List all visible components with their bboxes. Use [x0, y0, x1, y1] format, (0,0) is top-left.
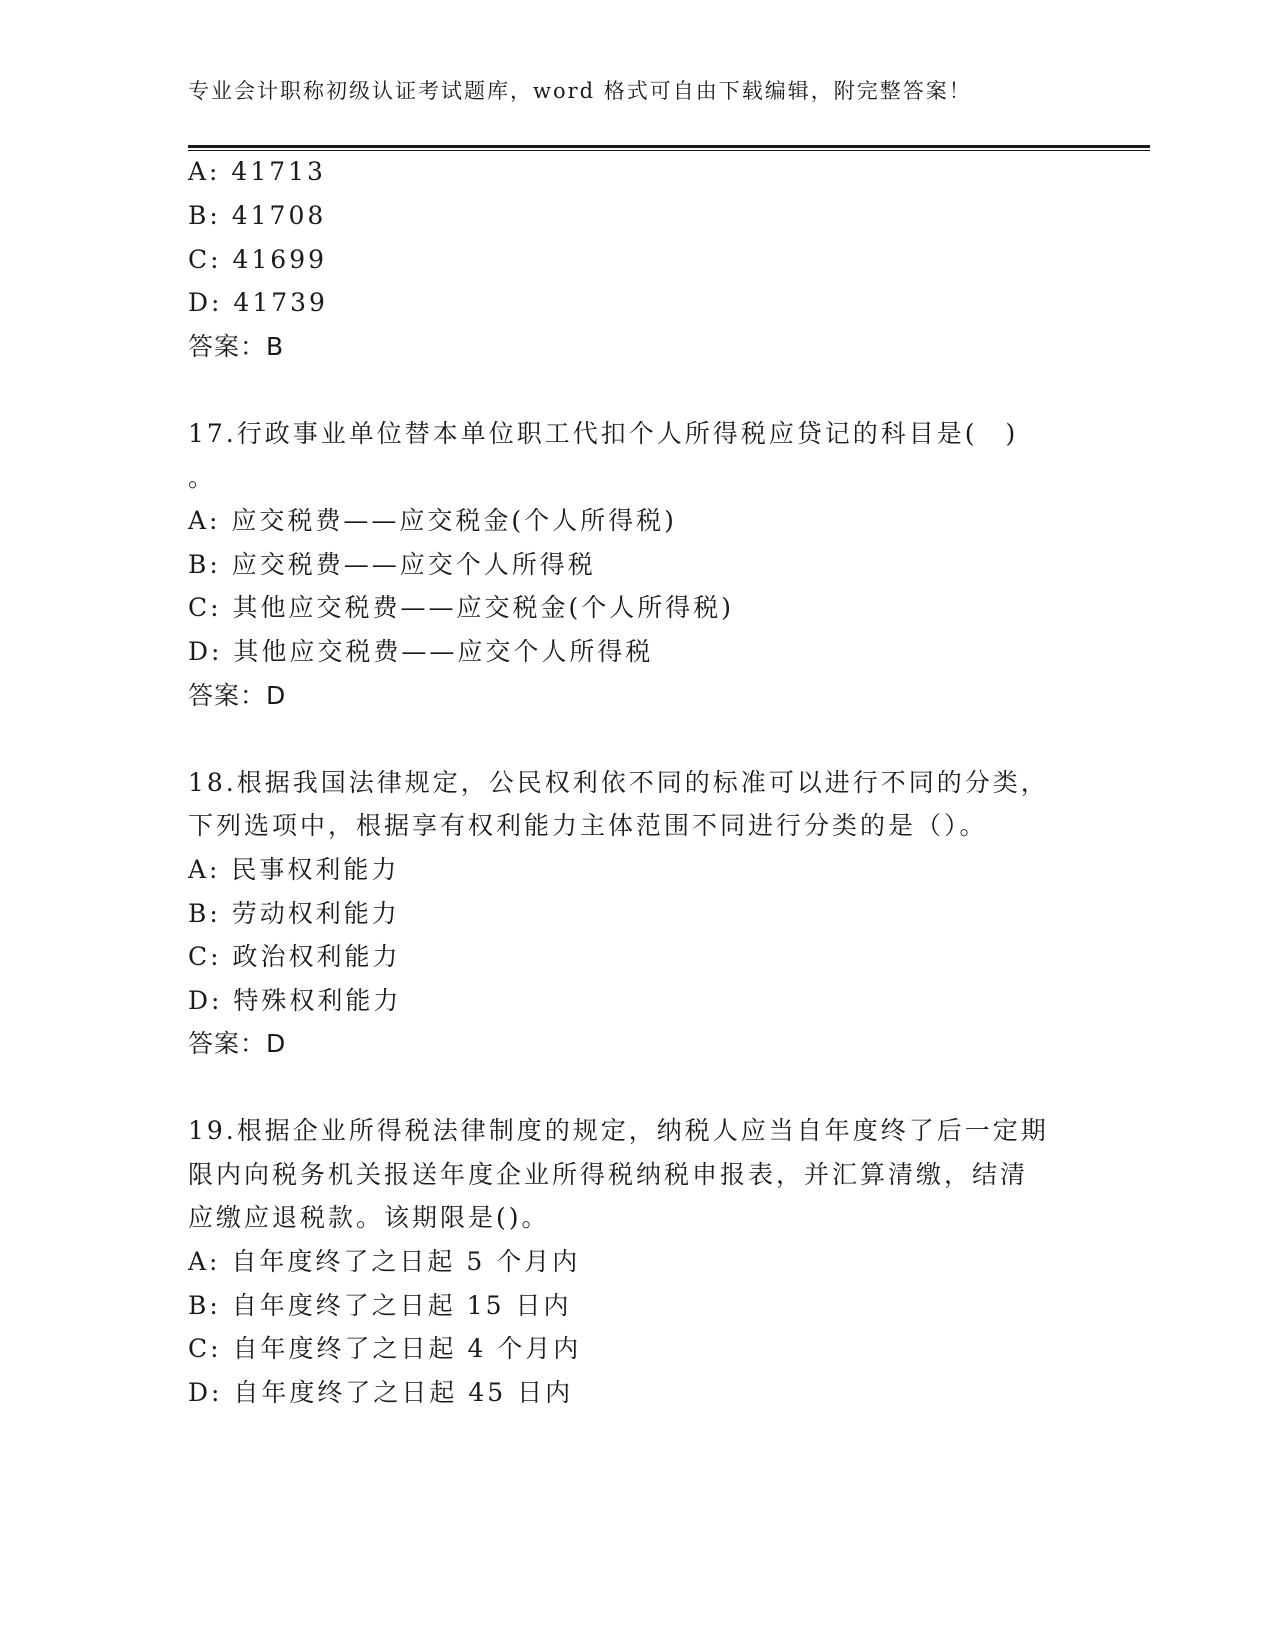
option-a: A: 应交税费——应交税金(个人所得税)	[188, 506, 677, 535]
option-a: A: 民事权利能力	[188, 855, 400, 884]
option-b: B: 自年度终了之日起 15 日内	[188, 1291, 572, 1320]
header-divider-thin	[188, 150, 1150, 151]
answer: 答案：D	[188, 1029, 287, 1058]
question-stem-line: 应缴应退税款。该期限是()。	[188, 1203, 550, 1232]
option-a: A: 自年度终了之日起 5 个月内	[188, 1247, 581, 1276]
option-a: A: 41713	[188, 157, 326, 186]
answer: 答案：B	[188, 332, 285, 361]
question-stem-line: 。	[188, 463, 217, 492]
question-stem-line: 限内向税务机关报送年度企业所得税纳税申报表，并汇算清缴，结清	[188, 1160, 1029, 1189]
option-c: C: 其他应交税费——应交税金(个人所得税)	[188, 593, 735, 622]
answer: 答案：D	[188, 681, 287, 710]
option-d: D: 特殊权利能力	[188, 986, 402, 1015]
option-d: D: 41739	[188, 288, 328, 317]
option-c: C: 自年度终了之日起 4 个月内	[188, 1334, 582, 1363]
question-stem-line: 19.根据企业所得税法律制度的规定，纳税人应当自年度终了后一定期	[188, 1116, 1049, 1145]
question-stem-line: 18.根据我国法律规定，公民权利依不同的标准可以进行不同的分类，	[188, 768, 1049, 797]
option-b: B: 应交税费——应交个人所得税	[188, 550, 596, 579]
option-d: D: 自年度终了之日起 45 日内	[188, 1378, 574, 1407]
header-divider	[188, 145, 1150, 148]
option-b: B: 41708	[188, 201, 327, 230]
option-c: C: 政治权利能力	[188, 942, 401, 971]
question-stem-line: 17.行政事业单位替本单位职工代扣个人所得税应贷记的科目是( )	[188, 419, 1019, 448]
option-c: C: 41699	[188, 245, 328, 274]
question-stem-line: 下列选项中，根据享有权利能力主体范围不同进行分类的是（）。	[188, 811, 988, 840]
option-d: D: 其他应交税费——应交个人所得税	[188, 637, 654, 666]
option-b: B: 劳动权利能力	[188, 899, 400, 928]
header-text: 专业会计职称初级认证考试题库，word 格式可自由下载编辑，附完整答案！	[188, 79, 972, 103]
